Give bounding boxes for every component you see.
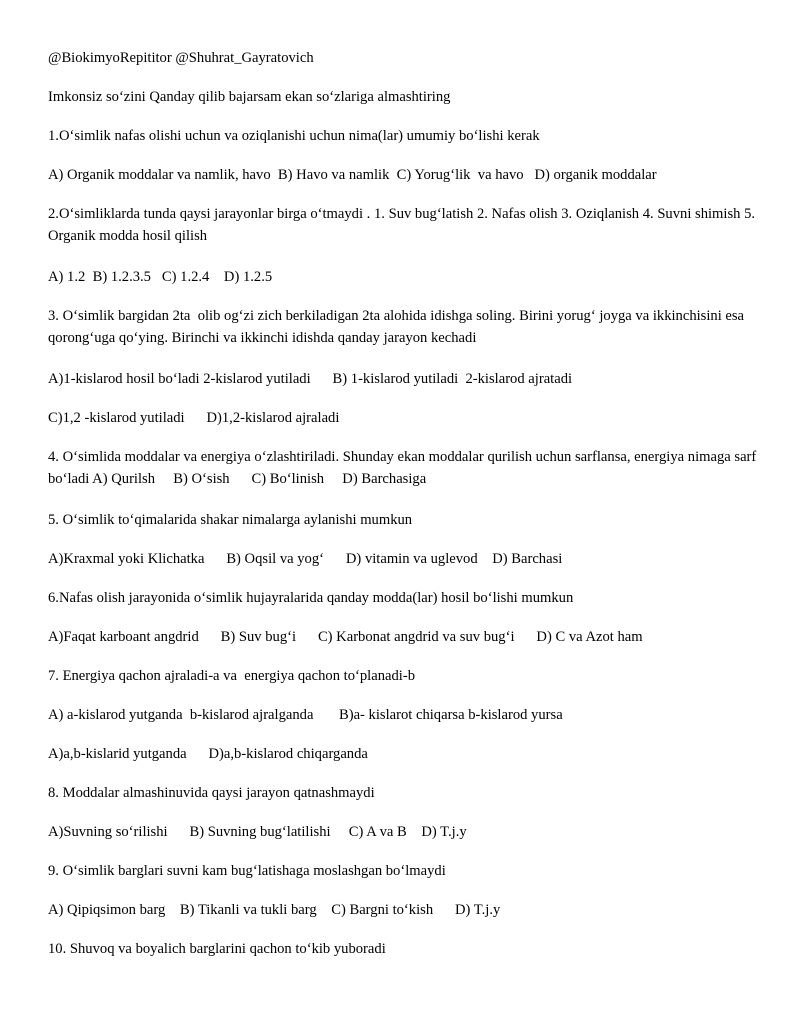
question-3: 3. Oʻsimlik bargidan 2ta olib ogʻzi zich berkiladigan 2ta alohida idishga soling. Birini yorugʻ joyga va ikkinchisini esa qorongʻuga qoʻying. Birinchi va ikkinchi idishda qanday jarayon kechadi: [48, 308, 748, 346]
question-5: 5. Oʻsimlik toʻqimalarida shakar nimalarga aylanishi mumkun: [48, 512, 413, 528]
answers-9: A) Qipiqsimon barg B) Tikanli va tukli barg C) Bargni toʻkish D) T.j.y: [48, 902, 501, 918]
answers-2: A) 1.2 B) 1.2.3.5 C) 1.2.4 D) 1.2.5: [48, 269, 273, 285]
question-7: 7. Energiya qachon ajraladi-a va energiya qachon toʻplanadi-b: [48, 668, 415, 684]
header-text: @BiokimyoRepititor @Shuhrat_Gayratovich: [48, 50, 314, 66]
question-9: 9. Oʻsimlik barglari suvni kam bugʻlatishaga moslashgan boʻlmaydi: [48, 863, 446, 879]
question-1: 1.Oʻsimlik nafas olishi uchun va oziqlanishi uchun nima(lar) umumiy boʻlishi kerak: [48, 128, 540, 144]
answers-5: A)Kraxmal yoki Klichatka B) Oqsil va yogʻ D) vitamin va uglevod D) Barchasi: [48, 551, 563, 567]
question-8: 8. Moddalar almashinuvida qaysi jarayon qatnashmaydi: [48, 785, 375, 801]
answers-1: A) Organik moddalar va namlik, havo B) Havo va namlik C) Yorugʻlik va havo D) organik moddalar: [48, 167, 657, 183]
answers-7-cd: A)a,b-kislarid yutganda D)a,b-kislarod chiqarganda: [48, 746, 368, 762]
answers-3-ab: A)1-kislarod hosil boʻladi 2-kislarod yutiladi B) 1-kislarod yutiladi 2-kislarod ajratadi: [48, 371, 573, 387]
instruction-text: Imkonsiz soʻzini Qanday qilib bajarsam ekan soʻzlariga almashtiring: [48, 89, 451, 105]
question-6: 6.Nafas olish jarayonida oʻsimlik hujayralarida qanday modda(lar) hosil boʻlishi mumkun: [48, 590, 574, 606]
question-10: 10. Shuvoq va boyalich barglarini qachon toʻkib yuboradi: [48, 941, 386, 957]
answers-3-cd: C)1,2 -kislarod yutiladi D)1,2-kislarod ajraladi: [48, 410, 340, 426]
question-4: 4. Oʻsimlida moddalar va energiya oʻzlashtiriladi. Shunday ekan moddalar qurilish uchun sarflansa, energiya nimaga sarf boʻladi A) Qurilsh B) Oʻsish C) Boʻlinish D) Barchasiga: [48, 449, 760, 487]
answers-6: A)Faqat karboant angdrid B) Suv bugʻi C) Karbonat angdrid va suv bugʻi D) C va Azot ham: [48, 629, 643, 645]
answers-7-ab: A) a-kislarod yutganda b-kislarod ajralganda B)a- kislarot chiqarsa b-kislarod yursa: [48, 707, 563, 723]
question-2: 2.Oʻsimliklarda tunda qaysi jarayonlar birga oʻtmaydi . 1. Suv bugʻlatish 2. Nafas olish 3. Oziqlanish 4. Suvni shimish 5. Organik modda hosil qilish: [48, 206, 759, 244]
answers-8: A)Suvning soʻrilishi B) Suvning bugʻlatilishi C) A va B D) T.j.y: [48, 824, 467, 840]
